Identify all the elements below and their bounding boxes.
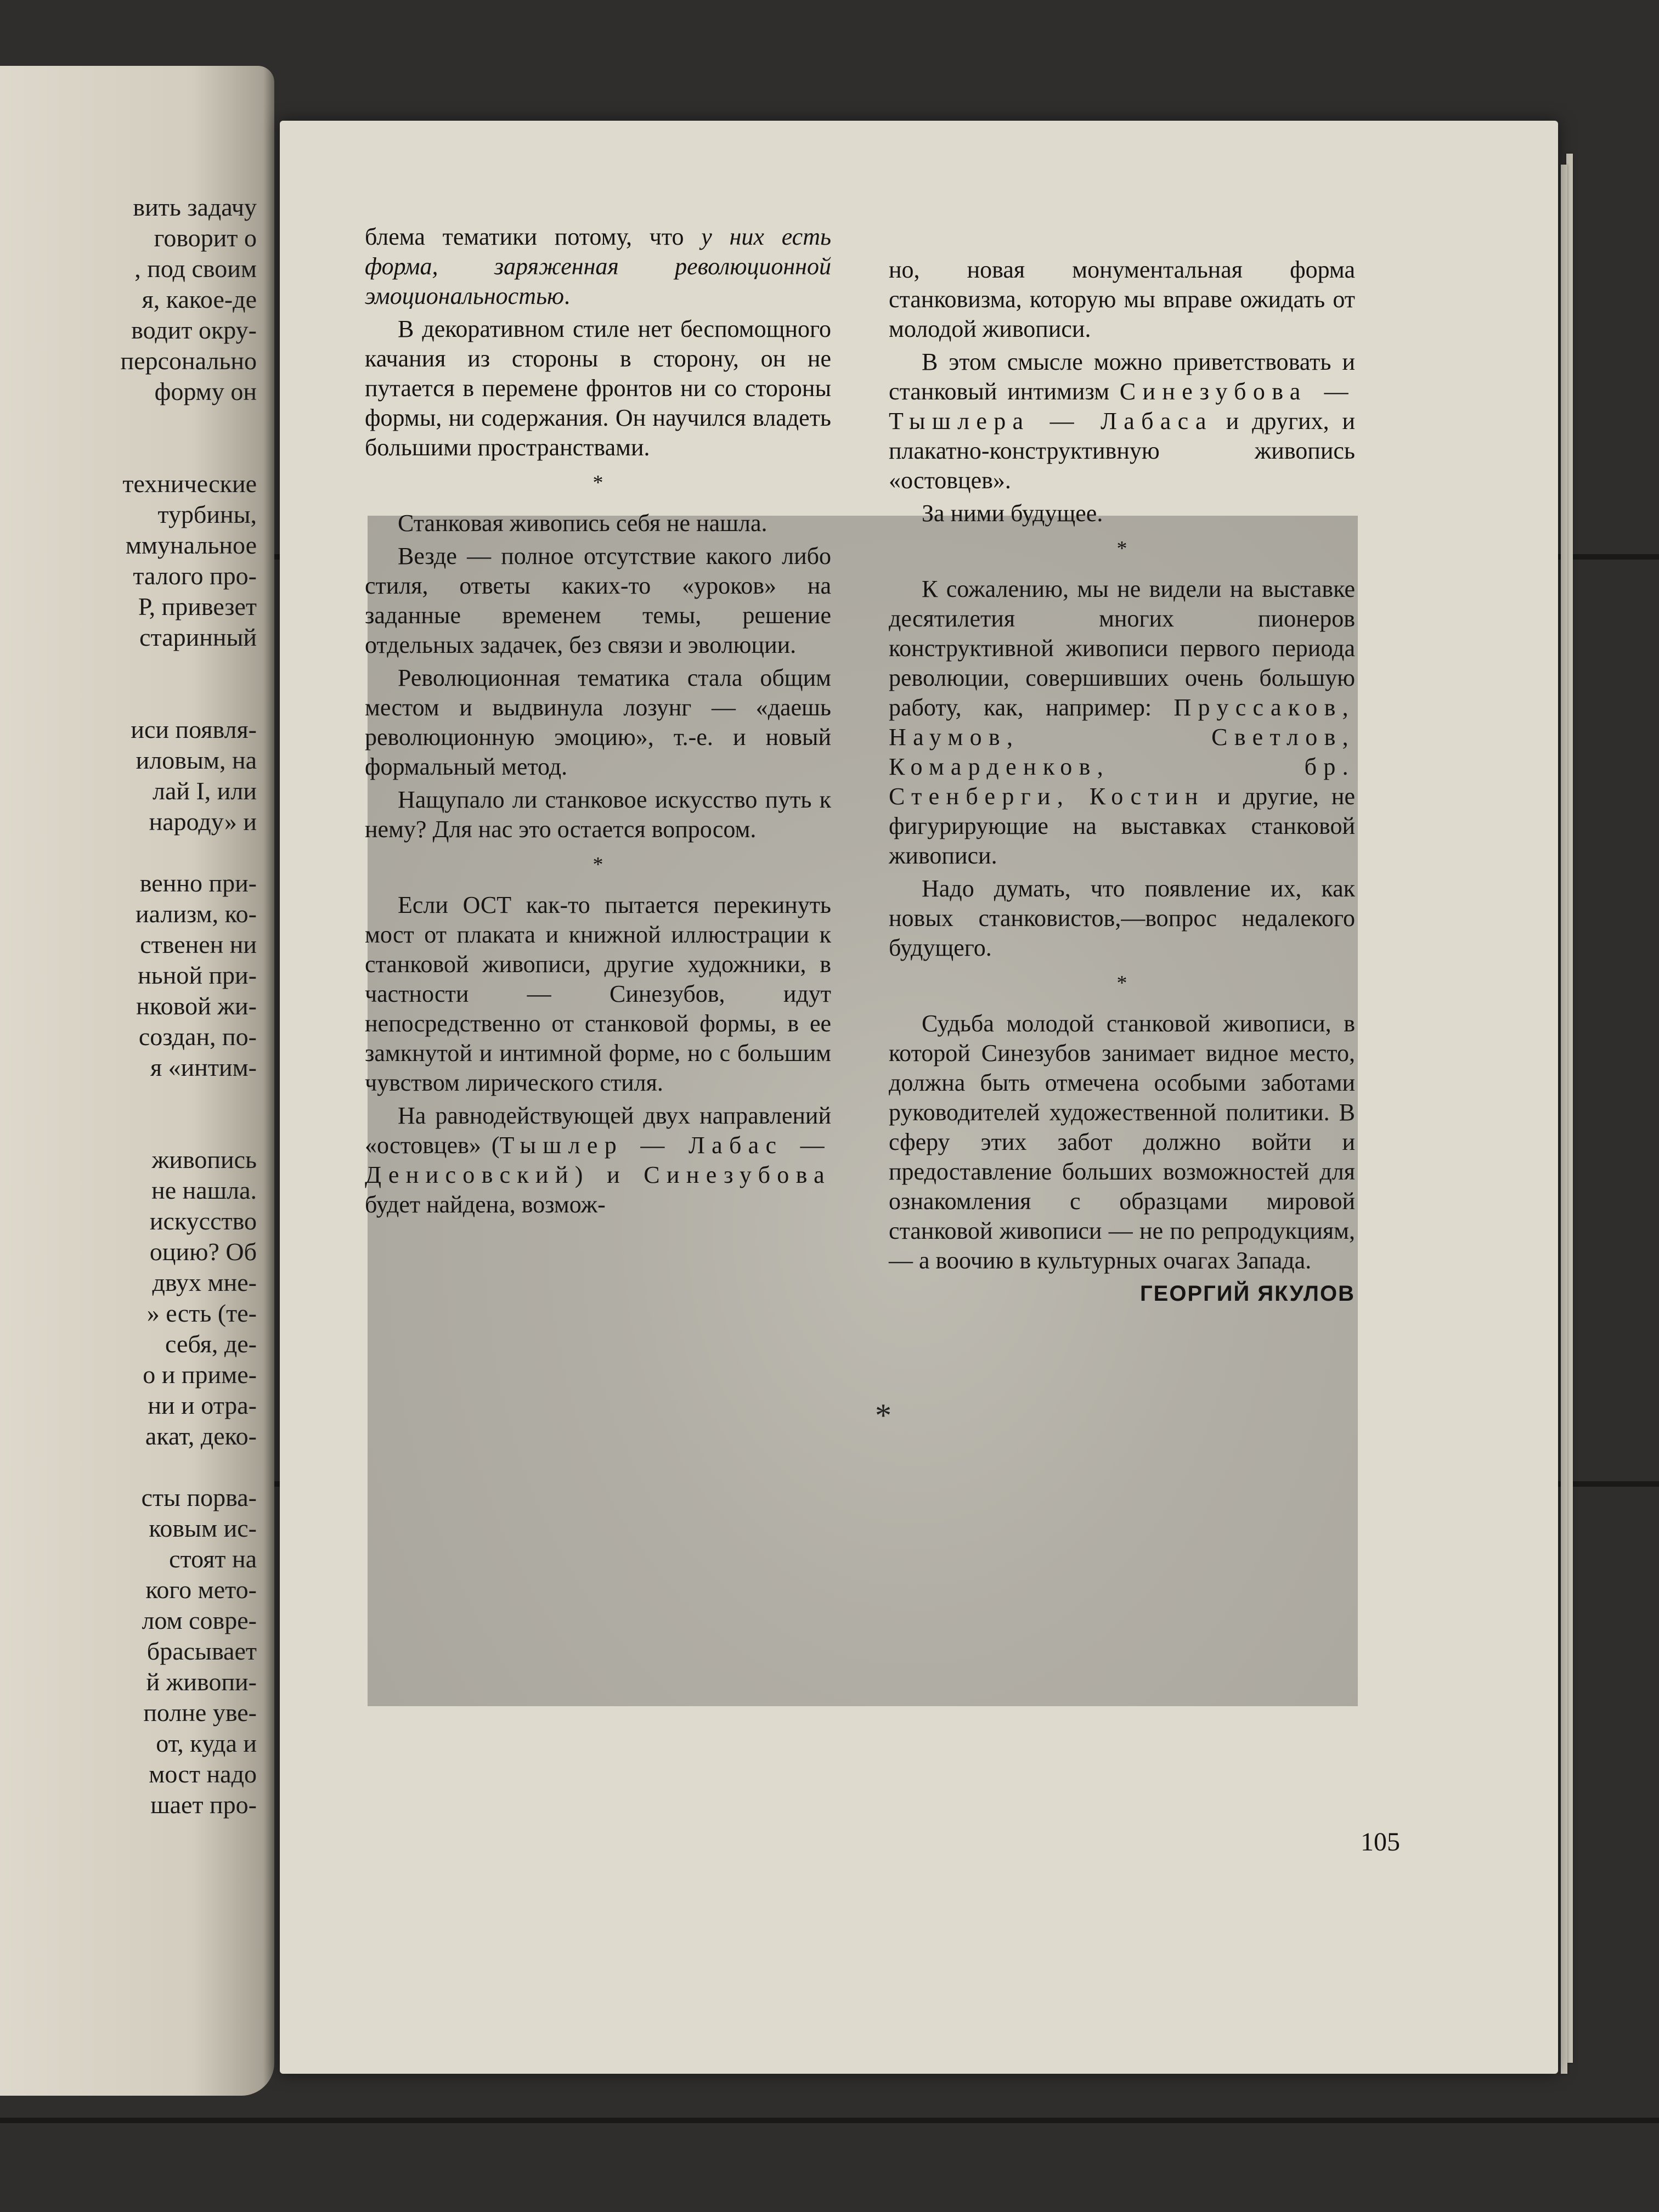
author-signature: ГЕОРГИЙ ЯКУЛОВ: [1139, 1282, 1355, 1306]
left-page-line: стоят на: [169, 1545, 257, 1573]
left-page-line: [0, 438, 257, 469]
paragraph: Везде — полное отсутствие какого либо стиля, ответы каких-то «уроков» на заданные временем темы, решение отдельных задачек, без связи и эволюции.: [365, 543, 831, 658]
left-page-line: иализм, ко-: [136, 900, 257, 928]
left-page-line: ммунальное: [125, 531, 257, 559]
left-page-line: талого про-: [133, 562, 257, 590]
left-page-line: ковым ис-: [149, 1514, 257, 1542]
paragraph: Нащупало ли станковое искусство путь к нему? Для нас это остается вопросом.: [365, 786, 831, 843]
section-asterisk: *: [592, 471, 603, 494]
paragraph: В декоративном стиле нет беспомощного качания из стороны в сторону, он не путается в перемене фронтов ни со стороны формы, ни содержания. Он научился владеть большими пространствами.: [365, 315, 831, 461]
paragraph-text: и других, и плакатно-конструктивную живопись «остовцев».: [889, 408, 1355, 494]
paragraph: Надо думать, что появление их, как новых станковистов,—вопрос недалекого будущего.: [889, 875, 1355, 961]
section-asterisk: *: [1116, 972, 1127, 995]
names-spaced: Синезубова — Тышлера — Лабаса: [889, 378, 1355, 435]
paragraph: Революционная тематика стала общим местом и выдвинула лозунг — «даешь революционную эмоцию», т.-е. и новый формальный метод.: [365, 664, 831, 780]
page-edge: [1561, 165, 1567, 2074]
left-page-line: турбины,: [157, 500, 257, 528]
left-page-line: оцию? Об: [149, 1238, 257, 1266]
text-column-2: [889, 255, 1355, 1312]
left-page-line: нковой жи-: [136, 992, 257, 1020]
name-spaced: Синезубова: [644, 1161, 831, 1188]
left-page-line: Р, привезет: [138, 592, 257, 620]
left-page-line: сты порва-: [141, 1483, 257, 1511]
left-page-line: иловым, на: [136, 746, 257, 774]
paragraph: За ними будущее.: [922, 500, 1103, 527]
paragraph-text: К сожалению, мы не видели на выставке десятилетия многих пионеров конструктивной живописи первого периода революции, совершивших очень большую работу, как, например:: [889, 575, 1355, 721]
left-page-line: народу» и: [149, 808, 257, 836]
names-spaced: Тышлер — Лабас — Денисовский: [365, 1132, 831, 1188]
paragraph-text: В этом смысле можно приветствовать и станковый интимизм: [889, 348, 1355, 405]
left-page-line: [0, 1083, 257, 1114]
left-page-line: лай I, или: [153, 777, 257, 805]
left-page-line: персонально: [120, 347, 257, 375]
paragraph-text: ) и: [574, 1161, 644, 1188]
paragraph-text: будет найдена, возмож-: [365, 1191, 606, 1218]
left-page-line: акат, деко-: [145, 1422, 257, 1450]
left-page-line: [0, 684, 257, 714]
left-page-line: создан, по-: [138, 1023, 257, 1051]
left-page-line: вить задачу: [133, 193, 257, 221]
left-page-line: полне уве-: [143, 1699, 257, 1726]
left-page-line: брасывает: [146, 1637, 257, 1665]
names-spaced: Пруссаков, Наумов, Светлов, Комарденков, бр. Стенберги, Костин: [889, 694, 1355, 810]
paragraph: Станковая живопись себя не нашла.: [398, 510, 768, 537]
paragraph: Судьба молодой станковой живописи, в которой Синезубов занимает видное место, должна быть отмечена особыми заботами руководителей художественной политики. В сферу этих забот должно войти и предоставление больших возможностей для ознакомления с образцами мировой станковой живописи — не по репродукциям, — а воочию в культурных очагах Запада.: [889, 1010, 1355, 1274]
table-plank-seam: [0, 2118, 1659, 2123]
left-page: [0, 66, 274, 2096]
left-page-line: ни и отра-: [148, 1391, 257, 1419]
left-page-line: кого мето-: [145, 1576, 257, 1604]
left-page-line: [0, 837, 257, 868]
paragraph-text: и другие, не фигурирующие на выставках станковой живописи.: [889, 783, 1356, 869]
left-page-line: технические: [122, 470, 257, 498]
page-number: 105: [1361, 1827, 1400, 1857]
left-page-line: я, какое-де: [142, 285, 257, 313]
left-page-line: мост надо: [149, 1760, 257, 1788]
left-page-line: й живопи-: [146, 1668, 257, 1696]
left-page-line: , под своим: [134, 255, 257, 283]
text-column-1: [365, 222, 831, 1223]
paragraph: [889, 347, 1355, 495]
left-page-line: водит окру-: [131, 316, 257, 344]
left-page-line: [0, 653, 257, 684]
right-page: [280, 121, 1558, 2074]
left-page-line: искусство: [149, 1207, 257, 1235]
left-page-line: я «интим-: [150, 1053, 257, 1081]
left-page-line: » есть (те-: [146, 1299, 257, 1327]
paragraph: [365, 1101, 831, 1220]
left-page-text: [0, 192, 257, 1820]
left-page-line: [0, 1114, 257, 1144]
left-page-line: двух мне-: [152, 1268, 257, 1296]
left-page-line: [0, 407, 257, 438]
left-page-line: ньной при-: [138, 961, 257, 989]
left-page-line: о и приме-: [143, 1361, 257, 1389]
section-asterisk: *: [592, 853, 603, 876]
left-page-line: иси появля-: [131, 715, 257, 743]
left-page-line: старинный: [139, 623, 257, 651]
left-page-line: себя, де-: [165, 1330, 257, 1358]
paragraph-text: На равнодействующей двух направлений «остовцев» (: [365, 1102, 831, 1159]
left-page-line: форму он: [154, 377, 257, 405]
section-asterisk: *: [1116, 537, 1127, 560]
left-page-line: ственен ни: [140, 930, 257, 958]
left-page-line: шает про-: [150, 1791, 257, 1819]
paragraph: [889, 574, 1355, 871]
left-page-line: не нашла.: [151, 1176, 257, 1204]
left-page-line: живопись: [151, 1146, 257, 1173]
paragraph: Если ОСТ как-то пытается перекинуть мост от плаката и книжной иллюстрации к станковой живописи, другие художники, в частности — Синезубов, идут непосредственно от станковой формы, в ее замкнутой и интимной форме, но с большим чувством лирического стиля.: [365, 891, 831, 1096]
left-page-line: говорит о: [154, 224, 257, 252]
left-page-line: от, куда и: [156, 1729, 257, 1757]
photo-asterisk: *: [875, 1397, 891, 1434]
left-page-line: венно при-: [139, 869, 257, 897]
left-page-line: [0, 1452, 257, 1482]
paragraph: но, новая монументальная форма станковизма, которую мы вправе ожидать от молодой живописи.: [889, 256, 1355, 342]
italic-emphasis: у них есть форма, заряженная революционной эмоциональностью: [365, 223, 831, 309]
left-page-line: лом совре-: [142, 1606, 257, 1634]
paragraph: блема тематики потому, что у них есть форма, заряженная революционной эмоциональностью.: [365, 223, 831, 309]
